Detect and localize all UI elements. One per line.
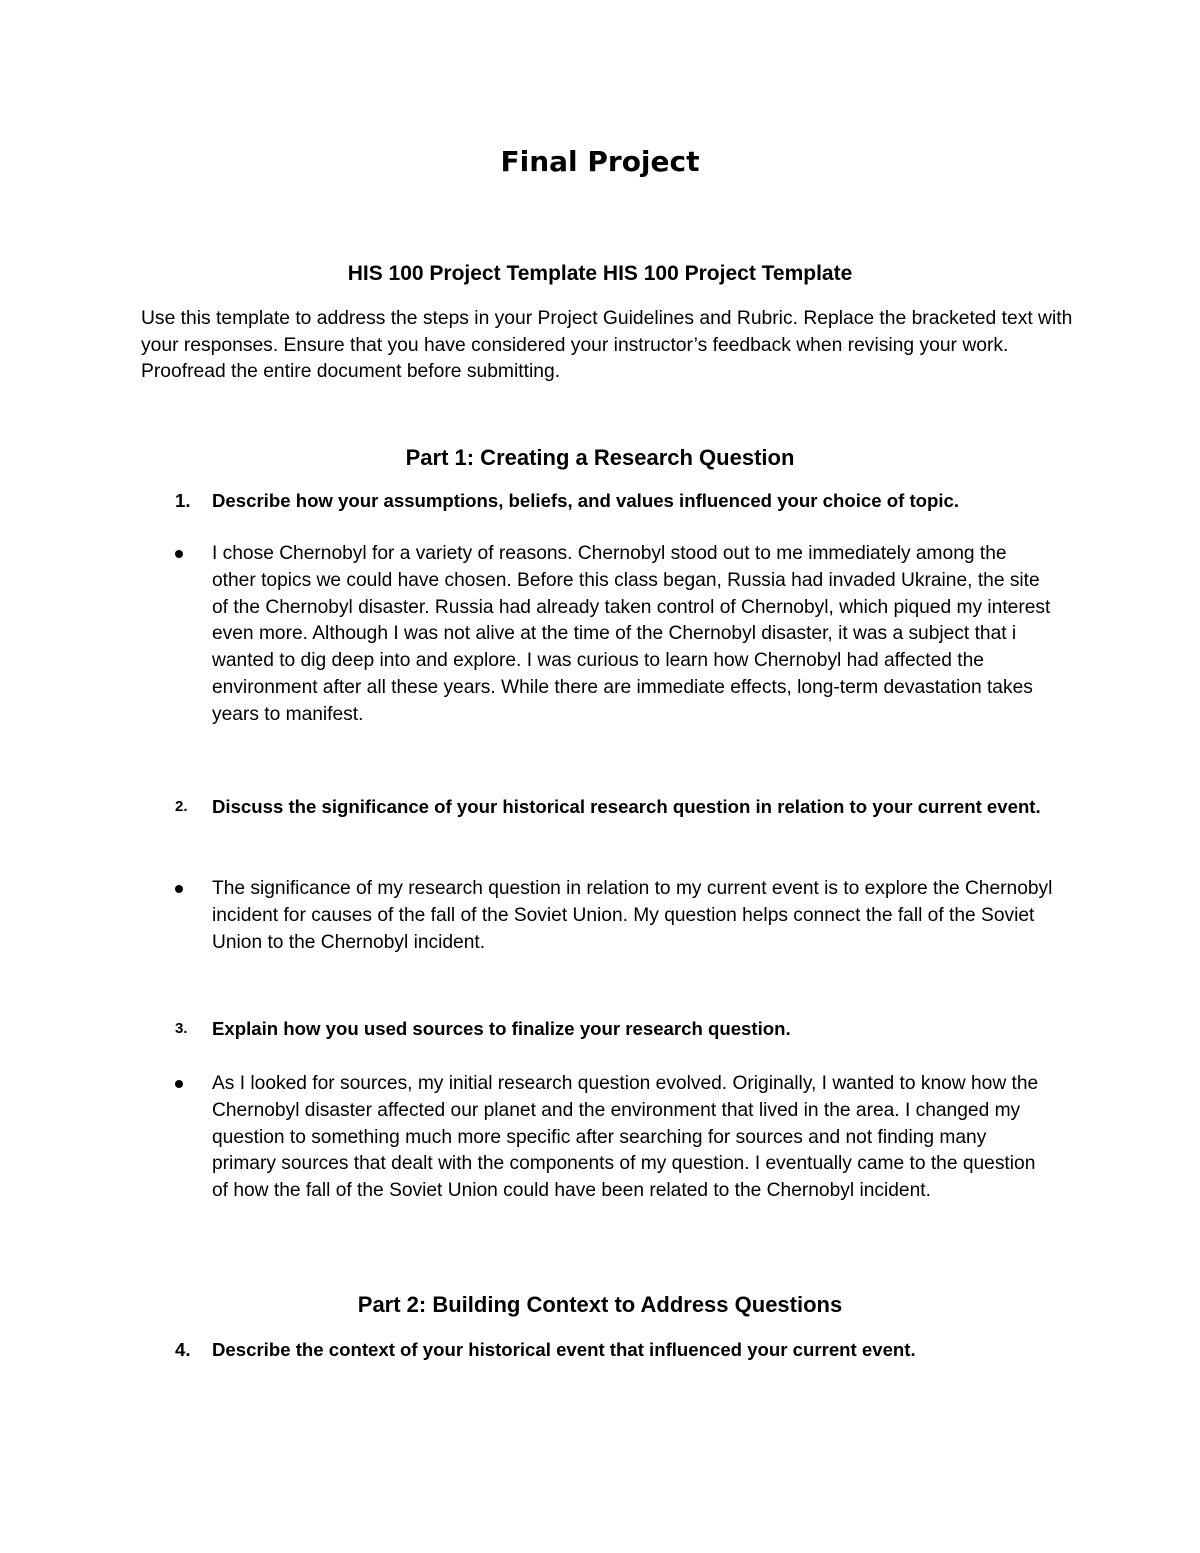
- answer-2-text: The significance of my research question in relation to my current event is to explore the Chernobyl incident for causes of the fall of the Soviet Union. My question helps connect the fall of the Soviet Union to the Chernobyl incident.: [212, 878, 1053, 953]
- question-2: [175, 794, 1055, 821]
- question-2-number: 2.: [175, 798, 188, 815]
- bullet-icon: [175, 885, 183, 893]
- question-4: [175, 1337, 1055, 1364]
- question-3-text: Explain how you used sources to finalize your research question.: [212, 1018, 791, 1039]
- question-3-number: 3.: [175, 1020, 188, 1037]
- question-3: [175, 1016, 1055, 1043]
- answer-1-text: I chose Chernobyl for a variety of reasons. Chernobyl stood out to me immediately among the other topics we could have chosen. Before this class began, Russia had invaded Ukraine, the site of the Chernobyl disaster. Russia had already taken control of Chernobyl, which piqued my interest even more. Although I was not alive at the time of the Chernobyl disaster, it was a subject that i wanted to dig deep into and explore. I was curious to learn how Chernobyl had affected the environment after all these years. While there are immediate effects, long-term devastation takes years to manifest.: [212, 543, 1051, 725]
- answer-3-text: As I looked for sources, my initial research question evolved. Originally, I wanted to know how the Chernobyl disaster affected our planet and the environment that lived in the area. I changed my question to something much more specific after searching for sources and not finding many primary sources that dealt with the components of my question. I eventually came to the question of how the fall of the Soviet Union could have been related to the Chernobyl incident.: [212, 1073, 1039, 1202]
- bullet-icon: [175, 1080, 183, 1088]
- answer-2: [175, 876, 1055, 956]
- question-1-text: Describe how your assumptions, beliefs, and values influenced your choice of topic.: [212, 490, 960, 511]
- question-1-number: 1.: [175, 490, 191, 511]
- part2-heading: Part 2: Building Context to Address Questions: [357, 1292, 843, 1317]
- part1-heading: Part 1: Creating a Research Question: [405, 445, 795, 470]
- question-2-text: Discuss the significance of your historical research question in relation to your current event.: [212, 796, 1041, 817]
- question-1: [175, 488, 1055, 515]
- template-heading: HIS 100 Project Template HIS 100 Project Template: [347, 262, 853, 285]
- intro-paragraph: Use this template to address the steps in your Project Guidelines and Rubric. Replace the bracketed text with your responses. Ensure that you have considered your instructor’s feedback when revising your work. Proofread the entire document before submitting.: [141, 308, 1073, 382]
- answer-1: [175, 541, 1055, 729]
- document-title: Final Project: [500, 145, 700, 178]
- answer-3: [175, 1071, 1055, 1205]
- question-4-number: 4.: [175, 1339, 191, 1360]
- bullet-icon: [175, 550, 183, 558]
- question-4-text: Describe the context of your historical event that influenced your current event.: [212, 1339, 916, 1360]
